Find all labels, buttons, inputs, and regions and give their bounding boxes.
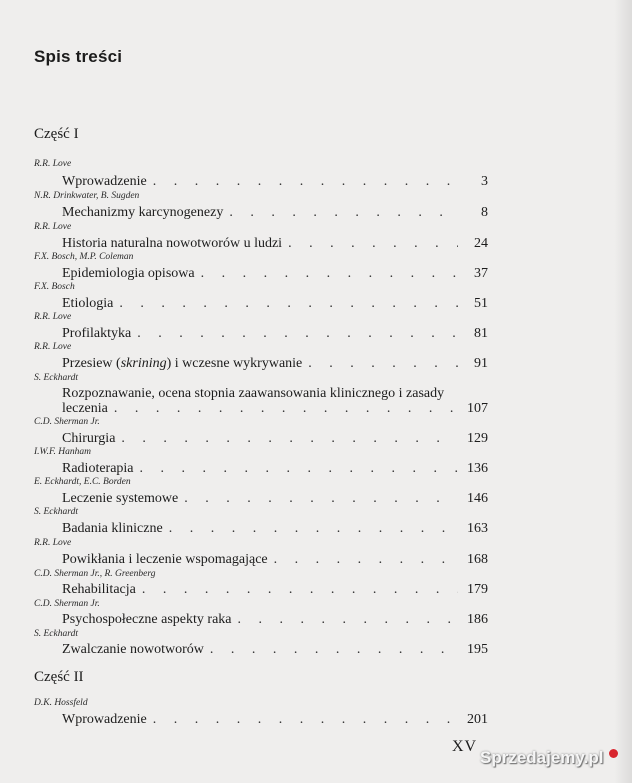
entry-page: 168 [467,552,488,567]
leader-dots [147,174,458,189]
entry-author: S. Eckhardt [34,373,78,383]
watermark-text: Sprzedajemy.pl [480,748,604,767]
leader-dots [131,326,458,341]
entry-title: Mechanizmy karcynogenezy [62,205,224,220]
entry-author: C.D. Sherman Jr. [34,599,100,609]
entry-page: 179 [467,582,488,597]
entry-title-emphasis: skrining [120,356,167,371]
entry-page: 8 [481,205,488,220]
entry-title: Wprowadzenie [62,712,147,727]
entry-page: 195 [467,642,488,657]
leader-dots [302,356,458,371]
toc-entry[interactable] [62,582,488,597]
toc-entry[interactable] [62,612,488,627]
entry-title: Leczenie systemowe [62,491,179,506]
toc-entry[interactable] [62,552,488,567]
leader-dots [195,266,458,281]
page-title: Spis treści [34,47,123,66]
entry-title: Chirurgia [62,431,116,446]
entry-author: F.X. Bosch [34,282,75,292]
entry-title: Profilaktyka [62,326,132,341]
entry-author: R.R. Love [34,342,72,352]
toc-entry[interactable] [62,642,488,657]
leader-dots [268,552,458,567]
entry-title: Epidemiologia opisowa [62,266,195,281]
entry-title [62,356,302,371]
toc-entry[interactable] [62,356,488,371]
entry-title: Historia naturalna nowotworów u ludzi [62,236,283,251]
entry-page: 37 [474,266,488,281]
leader-dots [223,205,458,220]
part-heading: Część I [34,126,79,142]
toc-entry[interactable] [62,386,488,416]
leader-dots [232,612,459,627]
leader-dots [108,401,458,416]
toc-entry[interactable] [62,491,488,506]
entry-title: Powikłania i leczenie wspomagające [62,552,268,567]
entry-page: 129 [467,431,488,446]
entry-author: S. Eckhardt [34,629,78,639]
entry-title: Badania kliniczne [62,521,163,536]
toc-entry[interactable] [62,266,488,281]
toc-entry[interactable] [62,205,488,220]
entry-author: N.R. Drinkwater, B. Sugden [34,191,140,201]
toc-entry[interactable] [62,296,488,311]
toc-entry[interactable] [62,236,488,251]
entry-page: 146 [467,491,488,506]
entry-page: 51 [474,296,488,311]
part-heading: Część II [34,669,84,685]
toc-entry[interactable] [62,431,488,446]
toc-entry[interactable] [62,174,488,189]
leader-dots [136,582,458,597]
leader-dots [147,712,458,727]
toc-entry[interactable] [62,326,488,341]
entry-page: 3 [481,174,488,189]
entry-title: Psychospołeczne aspekty raka [62,612,232,627]
leader-dots [113,296,458,311]
entry-title: Rehabilitacja [62,582,136,597]
entry-author: C.D. Sherman Jr. [34,417,100,427]
entry-author: R.R. Love [34,312,72,322]
entry-page: 24 [474,236,488,251]
toc-entry[interactable] [62,461,488,476]
leader-dots [204,642,458,657]
entry-page: 81 [474,326,488,341]
entry-page: 107 [467,401,488,416]
entry-page: 163 [467,521,488,536]
entry-page: 186 [467,612,488,627]
entry-title: Radioterapia [62,461,134,476]
entry-title: leczenia [62,401,108,416]
toc-entry[interactable] [62,521,488,536]
entry-title-line: Rozpoznawanie, ocena stopnia zaawansowania klinicznego i zasady [62,386,445,401]
leader-dots [282,236,458,251]
watermark-logo [480,748,618,768]
entry-title-part: Przesiew ( [62,356,121,371]
entry-page: 91 [474,356,488,371]
entry-author: F.X. Bosch, M.P. Coleman [34,252,134,262]
entry-author: E. Eckhardt, E.C. Borden [34,477,131,487]
entry-title: Wprowadzenie [62,174,147,189]
leader-dots [163,521,458,536]
leader-dots [178,491,458,506]
page-number: XV [452,738,478,755]
leader-dots [134,461,458,476]
entry-page: 201 [467,712,488,727]
entry-title: Zwalczanie nowotworów [62,642,204,657]
entry-title: Etiologia [62,296,114,311]
entry-page: 136 [467,461,488,476]
entry-author: R.R. Love [34,222,72,232]
entry-author: C.D. Sherman Jr., R. Greenberg [34,569,156,579]
page-edge-shadow [614,0,632,783]
toc-entry[interactable] [62,712,488,727]
entry-author: R.R. Love [34,538,72,548]
entry-author: S. Eckhardt [34,507,78,517]
entry-author: I.W.F. Hanham [34,447,92,457]
entry-author: D.K. Hossfeld [34,698,88,708]
leader-dots [115,431,458,446]
entry-author: R.R. Love [34,159,72,169]
entry-title-part: ) i wczesne wykrywanie [166,356,303,371]
